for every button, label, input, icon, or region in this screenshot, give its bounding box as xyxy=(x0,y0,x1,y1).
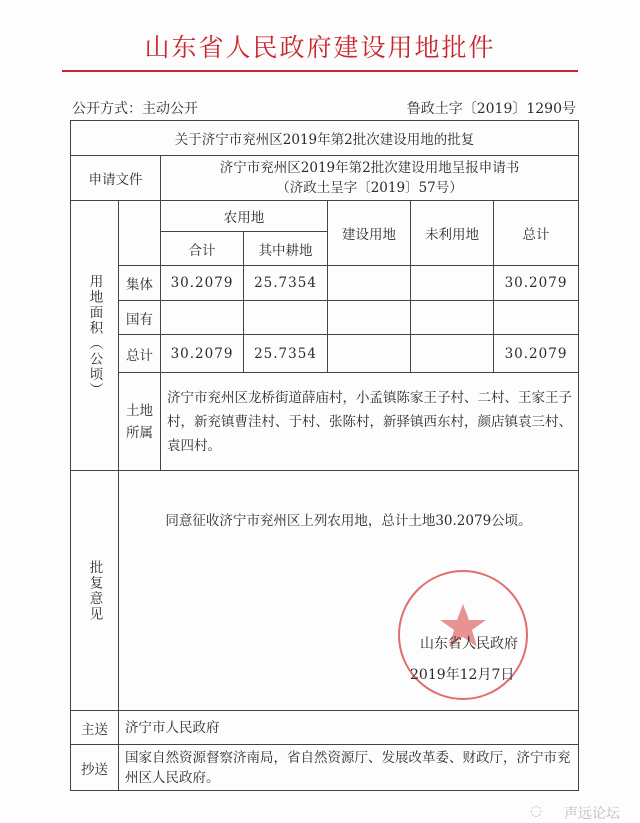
document-title: 山东省人民政府建设用地批件 xyxy=(144,33,496,62)
cell-subtotal xyxy=(161,301,244,335)
application-cell xyxy=(161,156,579,201)
cell-unused xyxy=(411,266,494,301)
ownership-label: 土地所属 xyxy=(126,402,153,441)
table-row xyxy=(71,301,579,335)
cell-construction xyxy=(328,266,411,301)
area-label: 用地面积（公顷） xyxy=(86,273,103,398)
main-recipient: 济宁市人民政府 xyxy=(119,711,579,745)
cc-label: 抄送 xyxy=(71,745,119,791)
ownership-text: 济宁市兖州区龙桥街道薛庙村，小孟镇陈家王子村、二村、王家王子村，新兖镇曹洼村、于村、张陈村，新驿镇西东村，颜店镇袁三村、袁四村。 xyxy=(161,373,579,471)
empty-header-cell xyxy=(119,201,161,266)
cell-total: 30.2079 xyxy=(494,266,579,301)
row-label: 总计 xyxy=(119,335,161,373)
cc-recipients: 国家自然资源督察济南局，省自然资源厅、发展改革委、财政厅，济宁市兖州区人民政府。 xyxy=(119,745,579,791)
opinion-text: 同意征收济宁市兖州区上列农用地，总计土地30.2079公顷。 xyxy=(119,471,579,711)
opinion-label-cell xyxy=(71,471,119,711)
application-label: 申请文件 xyxy=(71,156,161,201)
table-row xyxy=(71,335,579,373)
cell-construction xyxy=(328,301,411,335)
cell-subtotal: 30.2079 xyxy=(161,266,244,301)
row-label: 集体 xyxy=(119,266,161,301)
row-label: 国有 xyxy=(119,301,161,335)
cell-cultivated: 25.7354 xyxy=(244,266,328,301)
subject: 关于济宁市兖州区2019年第2批次建设用地的批复 xyxy=(71,121,579,156)
title-divider xyxy=(62,70,578,72)
wechat-icon: ◌ xyxy=(530,803,543,819)
watermark: 声远论坛 xyxy=(564,806,620,822)
subtotal-header: 合计 xyxy=(161,232,244,266)
cell-construction xyxy=(328,335,411,373)
sign-date: 2019年12月7日 xyxy=(410,667,515,683)
document-number: 鲁政土字〔2019〕1290号 xyxy=(406,101,576,117)
cell-cultivated: 25.7354 xyxy=(244,335,328,373)
area-label-cell xyxy=(71,201,119,471)
cell-total xyxy=(494,301,579,335)
cell-cultivated xyxy=(244,301,328,335)
opinion-label: 批复意见 xyxy=(86,559,103,622)
ownership-label-cell xyxy=(119,373,161,471)
application-line2: （济政土呈字〔2019〕57号） xyxy=(276,180,463,196)
application-line1: 济宁市兖州区2019年第2批次建设用地呈报申请书 xyxy=(219,160,520,176)
total-header: 总计 xyxy=(494,201,579,266)
unused-header: 未利用地 xyxy=(411,201,494,266)
cell-unused xyxy=(411,335,494,373)
construction-header: 建设用地 xyxy=(328,201,411,266)
approval-table xyxy=(70,120,579,791)
cell-unused xyxy=(411,301,494,335)
signer: 山东省人民政府 xyxy=(420,636,518,652)
disclosure-mode: 公开方式：主动公开 xyxy=(72,101,198,117)
farmland-header: 农用地 xyxy=(161,201,328,232)
cell-subtotal: 30.2079 xyxy=(161,335,244,373)
cultivated-header: 其中耕地 xyxy=(244,232,328,266)
main-recipient-label: 主送 xyxy=(71,711,119,745)
table-row xyxy=(71,266,579,301)
cell-total: 30.2079 xyxy=(494,335,579,373)
